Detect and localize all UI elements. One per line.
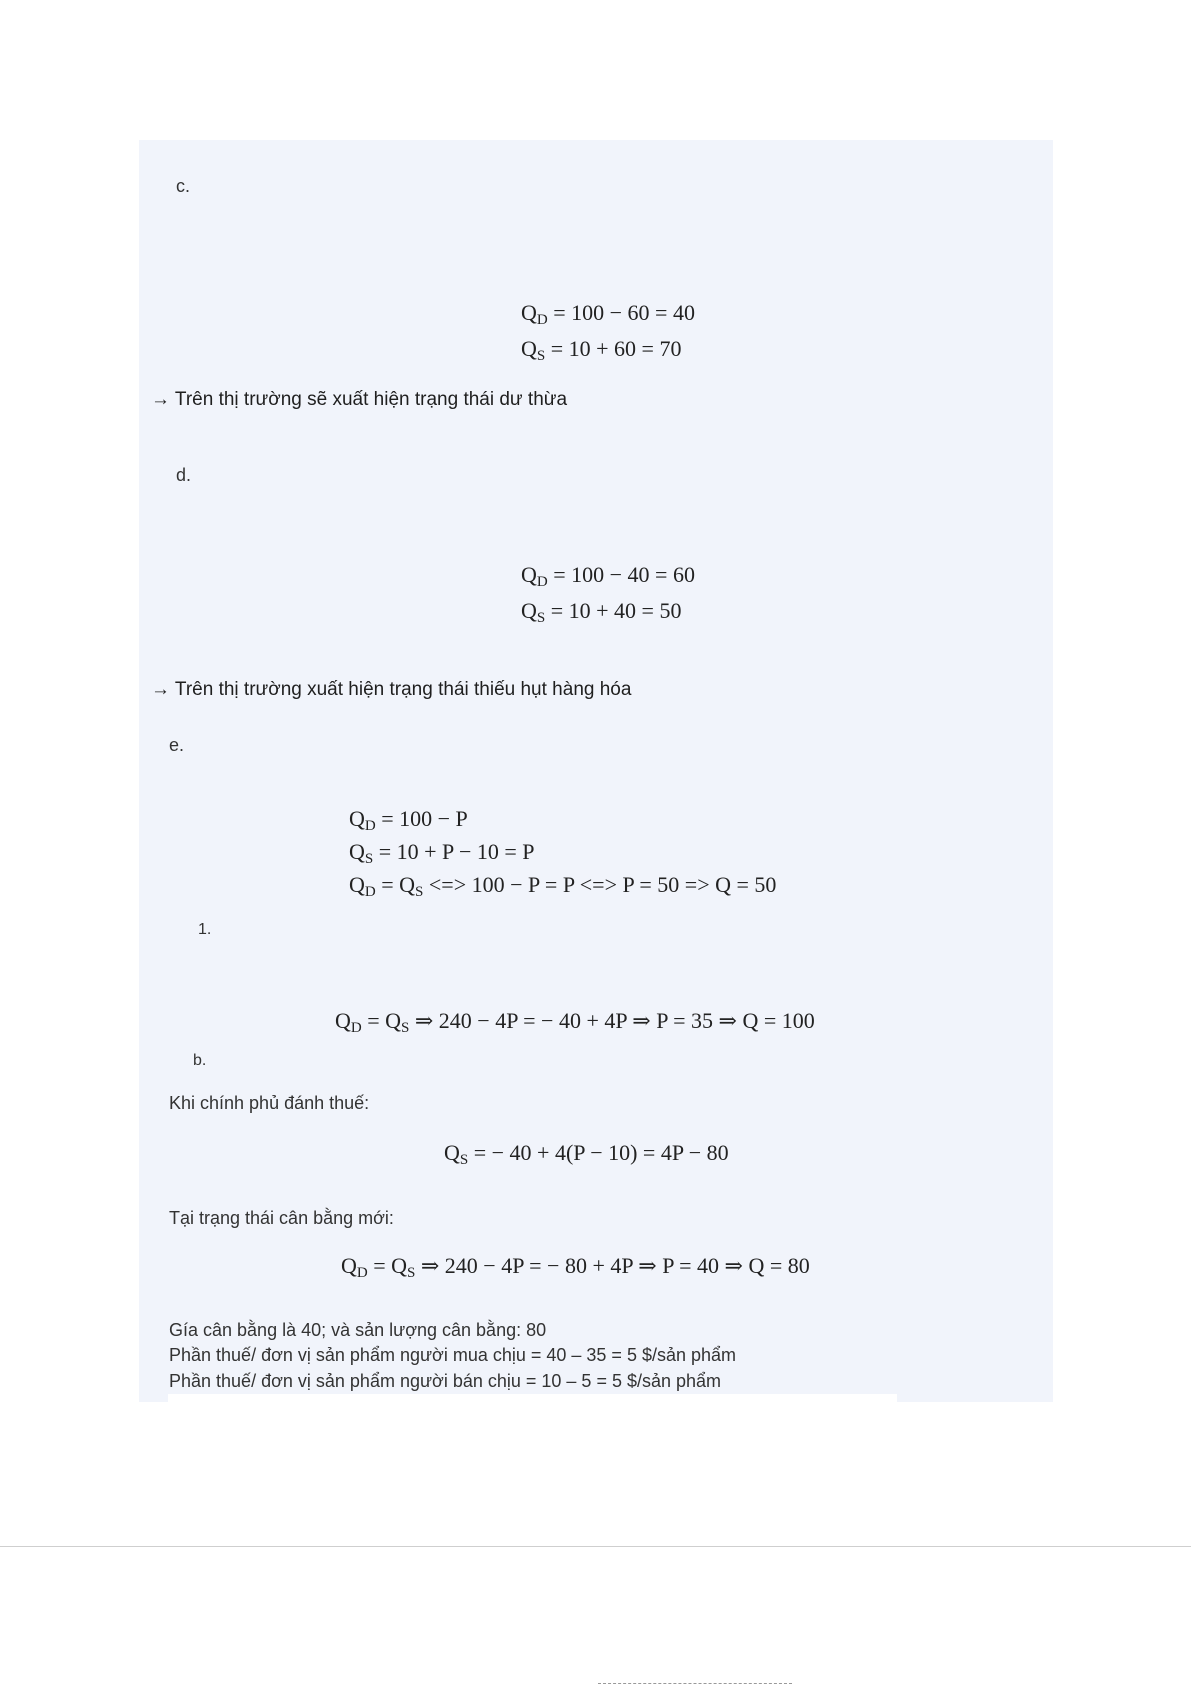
tax-intro: Khi chính phủ đánh thuế: [169,1093,370,1113]
section-e-eq-equilibrium [349,872,776,901]
panel-bottom-strip [168,1394,897,1402]
subscript: D [356,1265,368,1281]
section-d-eq-demand [521,562,695,591]
result-buyer-tax: Phần thuế/ đơn vị sản phẩm người mua chịu = 40 – 35 = 5 $/sản phẩm [169,1345,737,1365]
symbol-q: Q [349,806,365,831]
expression: <=> 100 − P = P <=> P = 50 => Q = 50 [423,872,777,897]
section-d-label: d. [176,465,192,485]
result-equilibrium: Gía cân bằng là 40; và sản lượng cân bằng: 80 [169,1320,547,1340]
expression: ⇒ 240 − 4P = − 40 + 4P ⇒ P = 35 ⇒ Q = 100 [409,1008,815,1033]
tax-supply-eq [444,1140,729,1169]
subscript: S [459,1152,469,1168]
subscript: D [364,818,376,834]
section-e-eq-supply [349,839,535,868]
section-c-eq-demand [521,300,695,329]
page-divider [0,1546,1191,1547]
symbol-q: Q [521,562,537,587]
expression: = 10 + P − 10 = P [373,839,535,864]
symbol-q: Q [444,1140,460,1165]
subscript: D [350,1020,362,1036]
section-b-label: b. [193,1052,207,1069]
expression: = − 40 + 4(P − 10) = 4P − 80 [468,1140,729,1165]
symbol-q: Q [521,300,537,325]
symbol-q: Q [521,336,537,361]
subscript: S [536,348,546,364]
symbol-q: Q [341,1253,357,1278]
section-e-eq-demand [349,806,468,835]
new-equilibrium-intro: Tại trạng thái cân bằng mới: [169,1208,394,1228]
section-c-label: c. [176,176,191,196]
expression: = Q [375,872,416,897]
section-c-conclusion: → Trên thị trường sẽ xuất hiện trạng thái dư thừa [151,389,568,410]
question-1-label: 1. [198,921,212,938]
symbol-q: Q [349,839,365,864]
expression: = 100 − 60 = 40 [547,300,695,325]
question-1-equilibrium-eq [335,1008,815,1037]
expression: = Q [361,1008,402,1033]
expression: = 100 − 40 = 60 [547,562,695,587]
symbol-q: Q [521,598,537,623]
subscript: S [407,1265,416,1281]
expression: = 10 + 60 = 70 [545,336,682,361]
result-seller-tax: Phần thuế/ đơn vị sản phẩm người bán chịu = 10 – 5 = 5 $/sản phẩm [169,1371,722,1391]
subscript: D [536,312,548,328]
subscript: S [415,884,424,900]
expression: ⇒ 240 − 4P = − 80 + 4P ⇒ P = 40 ⇒ Q = 80 [415,1253,810,1278]
symbol-q: Q [349,872,365,897]
symbol-q: Q [335,1008,351,1033]
section-e-label: e. [169,735,185,755]
section-c-eq-supply [521,336,681,365]
expression: = 10 + 40 = 50 [545,598,682,623]
new-equilibrium-eq [341,1253,810,1282]
subscript: S [401,1020,410,1036]
section-d-conclusion: → Trên thị trường xuất hiện trạng thái thiếu hụt hàng hóa [151,679,632,700]
subscript: S [364,851,374,867]
section-d-eq-supply [521,598,681,627]
expression: = Q [367,1253,408,1278]
subscript: S [536,610,546,626]
expression: = 100 − P [375,806,468,831]
subscript: D [536,574,548,590]
subscript: D [364,884,376,900]
